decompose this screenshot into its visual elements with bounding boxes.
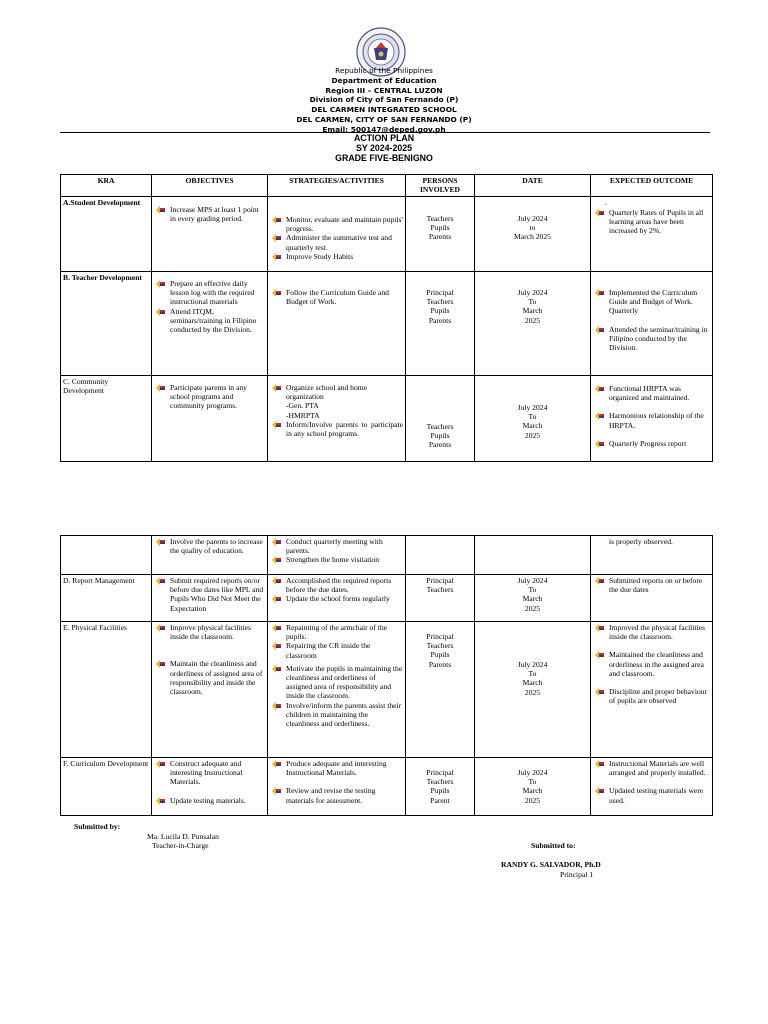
document-titles	[0, 133, 768, 163]
date-line: July 2024	[517, 660, 548, 669]
list-item: Monitor, evaluate and maintain pupils' progress.	[270, 215, 403, 233]
list-item: Instructional Materials are well arranged and properly installed.	[593, 759, 710, 777]
sub-item: -Gen. PTA	[286, 401, 319, 411]
recipient-name: RANDY G. SALVADOR, Ph.D	[501, 860, 601, 869]
strategies-cell	[268, 272, 406, 376]
list-item: Repairing the CR inside the classroom	[270, 641, 403, 659]
sub-item: -HMRPTA	[286, 410, 320, 420]
persons-cell	[406, 622, 475, 758]
date-cell	[475, 197, 591, 272]
strategies-cell	[268, 622, 406, 758]
person: Parents	[428, 315, 452, 325]
strategies-cell	[268, 376, 406, 462]
bullet-arrow-icon	[156, 384, 165, 392]
list-item: Quarterly Rates of Pupils in all learning areas have been increased by 2%.	[593, 208, 710, 236]
bullet-arrow-icon	[156, 624, 165, 632]
objectives-cell	[152, 376, 268, 462]
date-line: July 2024	[517, 768, 548, 777]
submitted-to-label: Submitted to:	[531, 841, 576, 850]
persons-cell	[406, 197, 475, 272]
person: Pupils	[430, 650, 450, 660]
date-line: July 2024	[517, 576, 548, 585]
bullet-arrow-icon	[595, 651, 604, 659]
bullet-arrow-icon	[272, 595, 281, 603]
submitter-title: Teacher-in-Charge	[152, 841, 209, 850]
letterhead-email: Email: 500147@deped.gov.ph	[322, 124, 446, 134]
list-item: Update testing materials.	[154, 796, 265, 805]
letterhead-line: DEL CARMEN INTEGRATED SCHOOL	[311, 105, 457, 115]
outcome-cell	[591, 272, 713, 376]
list-item: Administer the summative test and quarterly test.	[270, 233, 403, 251]
list-item: Implemented the Curriculum Guide and Budget of Work. Quarterly	[593, 288, 710, 316]
bullet-arrow-icon	[272, 216, 281, 224]
outcome-cell	[591, 376, 713, 462]
bullet-arrow-icon	[272, 760, 281, 768]
bullet-arrow-icon	[272, 556, 281, 564]
table-row	[61, 536, 713, 575]
column-header-kra: KRA	[61, 175, 152, 197]
date-line: 2025	[524, 430, 541, 440]
action-plan-table-page-1	[60, 174, 713, 462]
bullet-arrow-icon	[156, 206, 165, 214]
bullet-arrow-icon	[595, 760, 604, 768]
persons-cell	[406, 575, 475, 622]
person: Teachers	[426, 214, 454, 223]
action-plan-table-page-2	[60, 535, 713, 816]
person: Teachers	[426, 585, 454, 595]
submitter-name: Ma. Lucila D. Punsalan	[147, 832, 219, 841]
list-item: Involve/inform the parents assist their children in maintaining the cleanliness and orderliness.	[270, 701, 403, 729]
bullet-arrow-icon	[272, 665, 281, 673]
list-item: Organize school and home organization -Gen. PTA -HMRPTA	[270, 383, 403, 420]
kra-cell: A.Student Development	[61, 197, 152, 272]
list-item: Discipline and proper behaviour of pupils are observed	[593, 687, 710, 705]
bullet-arrow-icon	[272, 577, 281, 585]
kra-cell: F. Curriculum Development	[61, 758, 152, 816]
bullet-arrow-icon	[272, 384, 281, 392]
column-header-date: DATE	[475, 175, 591, 197]
date-line: to	[529, 223, 536, 233]
persons-cell	[406, 272, 475, 376]
list-item: Motivate the pupils in maintaining the cleanliness and orderliness of assigned area of responsibility and inside the classroom.	[270, 664, 403, 701]
person: Pupils	[430, 786, 450, 796]
persons-cell	[406, 376, 475, 462]
persons-cell	[406, 758, 475, 816]
bullet-arrow-icon	[595, 787, 604, 795]
bullet-arrow-icon	[595, 326, 604, 334]
list-item: Strengthen the home visitation	[270, 555, 403, 564]
outcome-cell	[591, 758, 713, 816]
objectives-cell	[152, 272, 268, 376]
date-line: To	[528, 585, 537, 595]
list-item: Follow the Curriculum Guide and Budget of Work.	[270, 288, 403, 306]
person: Parents	[428, 232, 452, 242]
document-title: ACTION PLAN	[353, 133, 415, 143]
objectives-cell	[152, 575, 268, 622]
bullet-arrow-icon	[595, 289, 604, 297]
list-item: Participate parents in any school programs and community programs.	[154, 383, 265, 411]
list-item: Attended the seminar/training in Filipino conducted by the Division.	[593, 325, 710, 353]
outcome-continuation: is properly observed.	[609, 537, 673, 546]
table-header-row	[61, 175, 713, 197]
list-item: Review and revise the testing materials for assessment.	[270, 786, 403, 804]
list-item: Improve physical facilities inside the classroom.	[154, 623, 265, 641]
bullet-arrow-icon	[595, 440, 604, 448]
person: Pupils	[430, 223, 450, 233]
outcome-dot: .	[605, 198, 607, 207]
person: Parents	[428, 440, 452, 450]
kra-cell	[61, 536, 152, 575]
person: Principal	[426, 632, 454, 641]
list-item: Improved the physical facilities inside the classroom.	[593, 623, 710, 641]
date-cell	[475, 376, 591, 462]
bullet-arrow-icon	[156, 577, 165, 585]
bullet-arrow-icon	[595, 209, 604, 217]
date-line: July 2024	[517, 288, 548, 297]
list-item: Submit required reports on/or before due dates like MPL and Pupils Who Did Not Meet the Expectation	[154, 576, 265, 613]
bullet-arrow-icon	[272, 642, 281, 650]
outcome-cell	[591, 622, 713, 758]
date-line: March	[522, 678, 543, 688]
strategies-cell	[268, 197, 406, 272]
date-line: To	[528, 297, 537, 307]
bullet-arrow-icon	[595, 688, 604, 696]
table-row	[61, 758, 713, 816]
person: Principal	[426, 576, 454, 585]
bullet-arrow-icon	[595, 577, 604, 585]
date-line: 2025	[524, 315, 541, 325]
person: Parent	[430, 795, 450, 805]
list-item: Involve the parents to increase the quality of education.	[154, 537, 265, 555]
objectives-cell	[152, 197, 268, 272]
strategies-cell	[268, 758, 406, 816]
table-row	[61, 622, 713, 758]
bullet-arrow-icon	[156, 308, 165, 316]
bullet-arrow-icon	[272, 787, 281, 795]
bullet-arrow-icon	[156, 280, 165, 288]
bullet-arrow-icon	[595, 385, 604, 393]
objectives-cell	[152, 536, 268, 575]
school-year: SY 2024-2025	[355, 143, 413, 153]
date-line: March	[522, 594, 543, 604]
date-line: 2025	[524, 687, 541, 697]
date-line: March	[522, 306, 543, 316]
list-item: Harmonious relationship of the HRPTA.	[593, 411, 710, 429]
date-cell	[475, 758, 591, 816]
list-item: Updated testing materials were used.	[593, 786, 710, 804]
list-item: Submitted reports on or before the due dates	[593, 576, 710, 594]
bullet-arrow-icon	[272, 289, 281, 297]
list-item: Attend ITQM, seminars/training in Filipino conducted by the Division.	[154, 307, 265, 335]
column-header-persons: PERSONS INVOLVED	[406, 175, 475, 197]
table-row	[61, 376, 713, 462]
bullet-arrow-icon	[156, 660, 165, 668]
person: Teachers	[426, 422, 454, 431]
date-cell	[475, 575, 591, 622]
list-item: Conduct quarterly meeting with parents.	[270, 537, 403, 555]
column-header-objectives: OBJECTIVES	[152, 175, 268, 197]
person: Pupils	[430, 431, 450, 441]
letterhead	[0, 66, 768, 135]
table-row	[61, 272, 713, 376]
bullet-arrow-icon	[272, 421, 281, 429]
kra-cell: C. Community Development	[61, 376, 152, 462]
date-line: March	[522, 786, 543, 796]
letterhead-line: Republic of the Philippines	[335, 66, 433, 75]
date-line: March	[522, 421, 543, 431]
objectives-cell	[152, 622, 268, 758]
date-cell	[475, 272, 591, 376]
list-item: Prepare an effective daily lesson log with the required instructional materials	[154, 279, 265, 307]
list-item: Inform/Involve parents to participate in any school programs.	[270, 420, 403, 438]
bullet-arrow-icon	[272, 538, 281, 546]
letterhead-line: Department of Education	[331, 75, 437, 85]
list-item: Update the school forms regularly	[270, 594, 403, 603]
list-item: Quarterly Progress report	[593, 439, 710, 448]
list-item: Improve Study Habits	[270, 252, 403, 261]
person: Pupils	[430, 306, 450, 316]
column-header-outcome: EXPECTED OUTCOME	[591, 175, 713, 197]
date-line: To	[528, 412, 537, 422]
person: Teachers	[426, 641, 454, 651]
date-line: 2025	[524, 795, 541, 805]
table-row	[61, 575, 713, 622]
person: Parents	[428, 659, 452, 669]
persons-cell	[406, 536, 475, 575]
column-header-strategies: STRATEGIES/ACTIVITIES	[268, 175, 406, 197]
bullet-arrow-icon	[156, 538, 165, 546]
outcome-cell	[591, 197, 713, 272]
person: Teachers	[426, 777, 454, 787]
objectives-cell	[152, 758, 268, 816]
bullet-arrow-icon	[156, 797, 165, 805]
bullet-arrow-icon	[272, 234, 281, 242]
submitted-by-label: Submitted by:	[74, 822, 121, 831]
person: Principal	[426, 288, 454, 297]
strategies-cell	[268, 575, 406, 622]
letterhead-line: Division of City of San Fernando (P)	[309, 95, 459, 105]
date-line: July 2024	[517, 403, 548, 412]
list-item: Construct adequate and interesting Instructional Materials.	[154, 759, 265, 787]
list-item: Functional HRPTA was organized and maintained.	[593, 384, 710, 402]
list-item: Repainting of the armchair of the pupils.	[270, 623, 403, 641]
bullet-arrow-icon	[272, 624, 281, 632]
bullet-arrow-icon	[272, 253, 281, 261]
date-line: March 2025	[514, 232, 551, 242]
table-row	[61, 197, 713, 272]
kra-cell: D. Report Management	[61, 575, 152, 622]
outcome-cell	[591, 575, 713, 622]
recipient-title: Principal 1	[560, 870, 594, 879]
list-item: Maintain the cleanliness and orderliness of assigned area of responsibility and inside the classroom.	[154, 659, 265, 696]
outcome-cell	[591, 536, 713, 575]
date-line: To	[528, 777, 537, 787]
letterhead-line: Region III – CENTRAL LUZON	[325, 85, 443, 95]
date-cell	[475, 622, 591, 758]
kra-cell: B. Teacher Development	[61, 272, 152, 376]
list-item: Produce adequate and interesting Instructional Materials.	[270, 759, 403, 777]
person: Teachers	[426, 297, 454, 307]
date-line: July 2024	[517, 214, 548, 223]
date-line: To	[528, 669, 537, 679]
bullet-arrow-icon	[595, 624, 604, 632]
bullet-arrow-icon	[595, 412, 604, 420]
letterhead-line: DEL CARMEN, CITY OF SAN FERNANDO (P)	[296, 114, 472, 124]
person: Principal	[426, 768, 454, 777]
bullet-arrow-icon	[156, 760, 165, 768]
list-item: Accomplished the required reports before the due dates.	[270, 576, 403, 594]
list-item: Increase MPS at least 1 point in every grading period.	[154, 205, 265, 223]
kra-cell: E. Physical Facilities	[61, 622, 152, 758]
date-cell	[475, 536, 591, 575]
date-line: 2025	[524, 603, 541, 613]
bullet-arrow-icon	[272, 702, 281, 710]
grade-section: GRADE FIVE-BENIGNO	[335, 153, 433, 163]
list-item: Maintained the cleanliness and orderliness in the assigned area and classroom.	[593, 650, 710, 678]
strategies-cell	[268, 536, 406, 575]
